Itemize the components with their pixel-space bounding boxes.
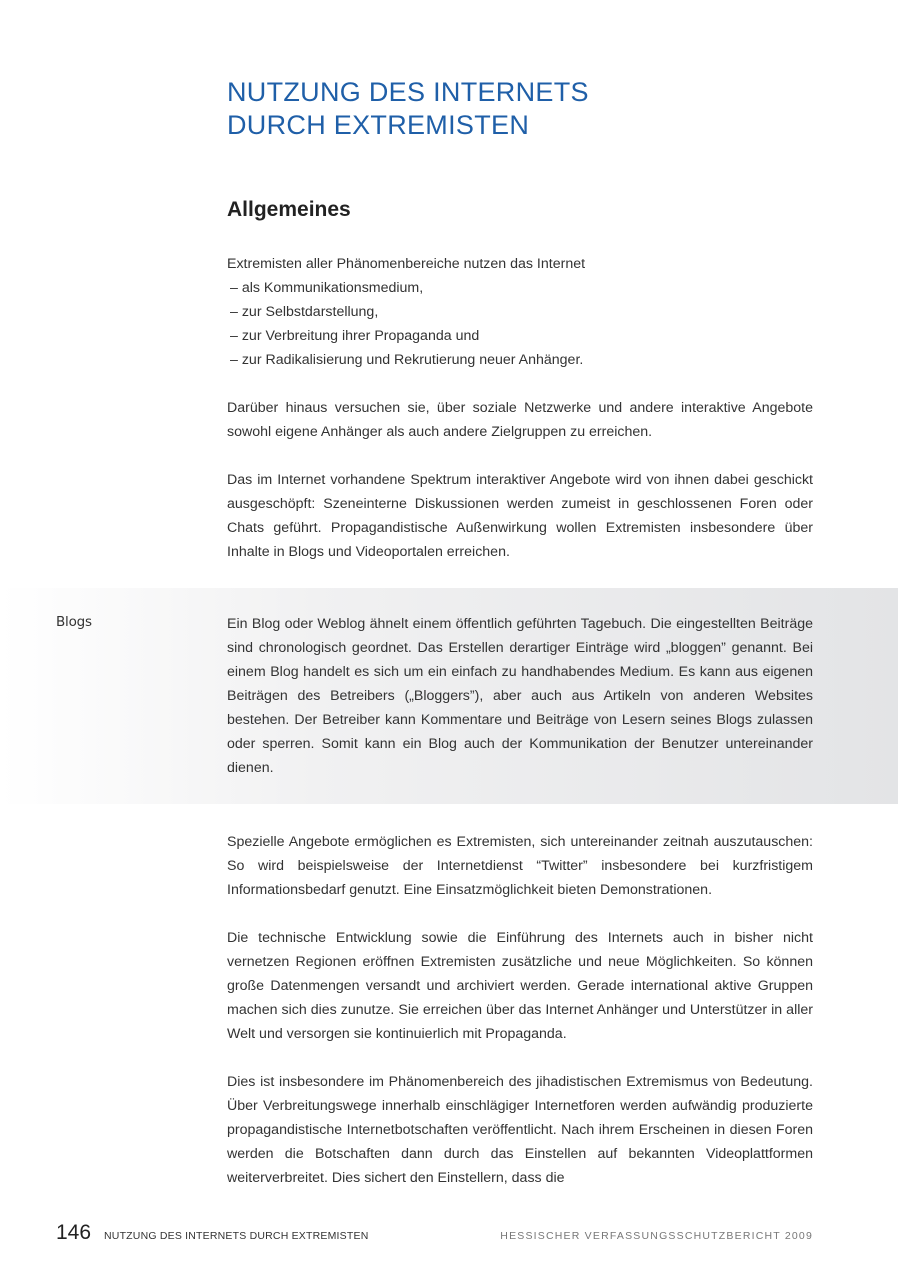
paragraph-twitter [227,830,813,902]
paragraph-technical-development [227,926,813,1046]
blogs-definition [227,612,813,780]
section-heading: Allgemeines [227,198,351,221]
usage-list [227,276,813,372]
paragraph-social-networks [227,396,813,444]
paragraph-text: Die technische Entwicklung sowie die Einführung des Internets auch in bisher nicht vernetzen Regionen eröffnen Extremisten zusätzliche und neue Möglichkeiten. So können große Datenmengen versandt und archiviert werden. Gerade international aktive Gruppen machen sich dies zunutze. Sie erreichen über das Internet Anhänger und Unterstützer in aller Welt und versorgen sie kontinuierlich mit Propaganda. [227,930,813,1042]
intro-block [227,252,813,372]
paragraph-text: Darüber hinaus versuchen sie, über soziale Netzwerke und andere interaktive Angebote sowohl eigene Anhänger als auch andere Zielgruppen zu erreichen. [227,400,813,440]
paragraph-jihadist [227,1070,813,1190]
paragraph-text: Das im Internet vorhandene Spektrum interaktiver Angebote wird von ihnen dabei geschickt ausgeschöpft: Szeneinterne Diskussionen werden zumeist in geschlossenen Foren oder Chats geführt. Propagandistische Außenwirkung wollen Extremisten insbesondere über Inhalte in Blogs und Videoportalen erreichen. [227,472,813,560]
list-item: – zur Selbstdarstellung, [230,304,379,320]
paragraph-spectrum [227,468,813,564]
page-title-line-2: DURCH EXTREMISTEN [227,110,530,140]
intro-lead: Extremisten aller Phänomenbereiche nutzen das Internet [227,256,586,272]
paragraph-text: Ein Blog oder Weblog ähnelt einem öffentlich geführten Tagebuch. Die eingestellten Beiträge sind chronologisch geordnet. Das Erstellen derartiger Einträge wird „bloggen” genannt. Bei einem Blog handelt es sich um ein einfach zu handhabendes Medium. Es kann aus eigenen Beiträgen des Betreibers („Bloggers”), aber auch aus Artikeln von anderen Websites bestehen. Der Betreiber kann Kommentare und Beiträge von Lesern seines Blogs zulassen oder sperren. Somit kann ein Blog auch der Kommunikation der Benutzer untereinander dienen. [227,616,813,776]
page-title [227,76,827,142]
list-item: – zur Radikalisierung und Rekrutierung neuer Anhänger. [230,352,584,368]
list-item: – als Kommunikationsmedium, [230,280,424,296]
paragraph-text: Dies ist insbesondere im Phänomenbereich des jihadistischen Extremismus von Bedeutung. Über Verbreitungswege innerhalb einschlägiger Internetforen werden aufwändig produzierte propagandistische Internetbotschaften veröffentlicht. Nach ihrem Erscheinen in diesen Foren werden die Botschaften dann durch das Einstellen auf bekannten Videoplattformen weiterverbreitet. Dies sichert den Einstellern, dass die [227,1074,813,1186]
list-item: – zur Verbreitung ihrer Propaganda und [230,328,480,344]
margin-label-blogs: Blogs [56,614,92,630]
page-title-line-1: NUTZUNG DES INTERNETS [227,77,589,107]
footer-report-title: HESSISCHER VERFASSUNGSSCHUTZBERICHT 2009 [500,1230,813,1242]
paragraph-text: Spezielle Angebote ermöglichen es Extremisten, sich untereinander zeitnah auszutauschen: So wird beispielsweise der Internetdienst “Twitter” insbesondere bei kurzfristigem Informationsbedarf genutzt. Eine Einsatzmöglichkeit bieten Demonstrationen. [227,834,813,898]
footer-chapter-title: NUTZUNG DES INTERNETS DURCH EXTREMISTEN [104,1230,369,1242]
page-number: 146 [56,1221,92,1244]
